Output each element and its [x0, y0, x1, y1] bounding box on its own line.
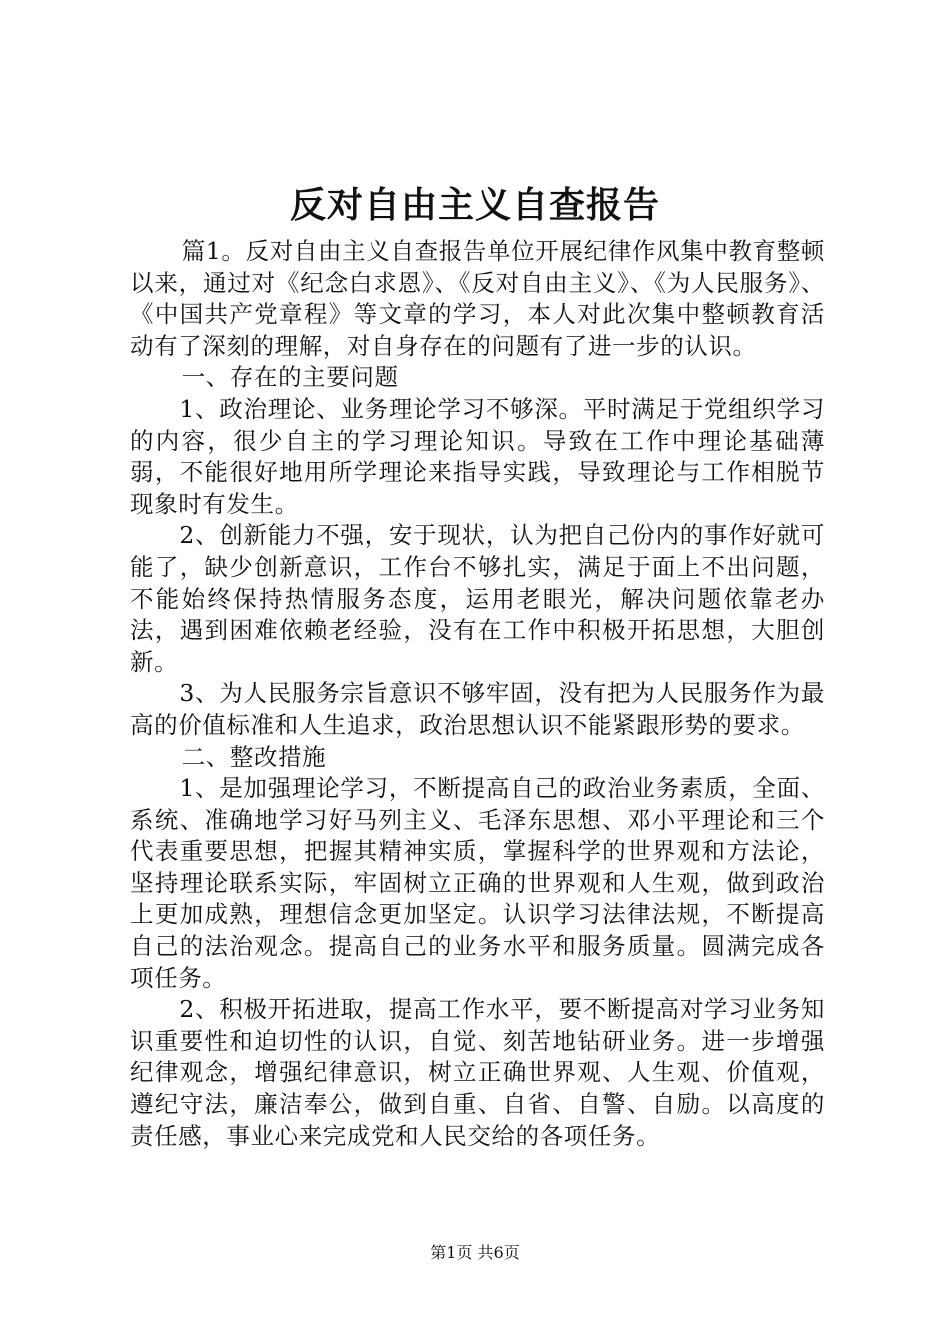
problem-item-1: 1、政治理论、业务理论学习不够深。平时满足于党组织学习的内容，很少自主的学习理论知识。导致在工作中理论基础薄弱，不能很好地用所学理论来指导实践，导致理论与工作相脱节现象时有发生。: [130, 394, 825, 518]
page-footer: 第1页 共6页: [430, 1243, 520, 1262]
section-heading-problems: 一、存在的主要问题: [181, 363, 399, 392]
problem-item-3: 3、为人民服务宗旨意识不够牢固，没有把为人民服务作为最高的价值标准和人生追求，政治思想认识不能紧跟形势的要求。: [130, 679, 825, 739]
measure-item-1: 1、是加强理论学习，不断提高自己的政治业务素质，全面、系统、准确地学习好马列主义、毛泽东思想、邓小平理论和三个代表重要思想，把握其精神实质，掌握科学的世界观和方法论，坚持理论联系实际，牢固树立正确的世界观和人生观，做到政治上更加成熟，理想信念更加坚定。认识学习法律法规，不断提高自己的法治观念。提高自己的业务水平和服务质量。圆满完成各项任务。: [130, 774, 825, 992]
document-title: 反对自由主义自查报告: [289, 185, 660, 226]
intro-paragraph: 篇1。反对自由主义自查报告单位开展纪律作风集中教育整顿以来，通过对《纪念白求恩》、《反对自由主义》、《为人民服务》、《中国共产党章程》等文章的学习，本人对此次集中整顿教育活动有了深刻的理解，对自身存在的问题有了进一步的认识。: [130, 237, 825, 360]
document-body: [130, 236, 825, 1152]
section-heading-measures: 二、整改措施: [181, 742, 327, 771]
problem-item-2: 2、创新能力不强，安于现状，认为把自己份内的事作好就可能了，缺少创新意识，工作台不够扎实，满足于面上不出问题，不能始终保持热情服务态度，运用老眼光，解决问题依靠老办法，遇到困难依赖老经验，没有在工作中积极开拓思想，大胆创新。: [130, 521, 825, 676]
measure-item-2: 2、积极开拓进取，提高工作水平，要不断提高对学习业务知识重要性和迫切性的认识，自觉、刻苦地钻研业务。进一步增强纪律观念，增强纪律意识，树立正确世界观、人生观、价值观，遵纪守法，廉洁奉公，做到自重、自省、自警、自励。以高度的责任感，事业心来完成党和人民交给的各项任务。: [130, 995, 825, 1150]
